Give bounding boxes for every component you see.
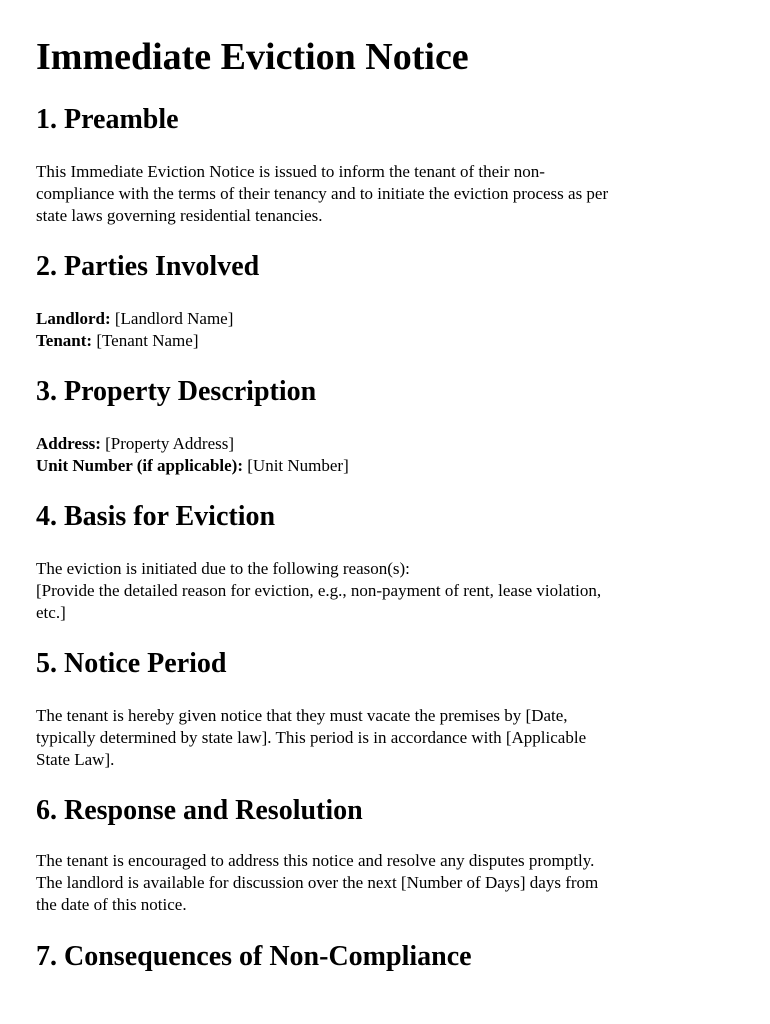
field-label: Landlord:	[36, 309, 111, 328]
response-paragraph	[36, 850, 741, 916]
field-label: Address:	[36, 434, 101, 453]
section-heading-basis: 4. Basis for Eviction	[36, 501, 276, 532]
section-heading-response: 6. Response and Resolution	[36, 795, 363, 826]
paragraph-line: The tenant is hereby given notice that they must vacate the premises by [Date,	[36, 706, 568, 725]
field-label: Unit Number (if applicable):	[36, 456, 243, 475]
document-title: Immediate Eviction Notice	[36, 36, 469, 78]
paragraph-line: This Immediate Eviction Notice is issued to inform the tenant of their non-	[36, 162, 545, 181]
paragraph-line: typically determined by state law]. This period is in accordance with [Applicable	[36, 728, 587, 747]
preamble-paragraph	[36, 161, 741, 227]
field-value: [Landlord Name]	[114, 309, 234, 328]
paragraph-line: the date of this notice.	[36, 895, 187, 914]
section-heading-consequences: 7. Consequences of Non-Compliance	[36, 941, 472, 972]
paragraph-line: The landlord is available for discussion over the next [Number of Days] days from	[36, 873, 599, 892]
section-heading-parties: 2. Parties Involved	[36, 251, 260, 282]
field-value: [Property Address]	[105, 434, 235, 453]
basis-paragraph	[36, 558, 741, 624]
field-value: [Unit Number]	[247, 456, 349, 475]
property-fields	[36, 433, 741, 477]
notice-period-paragraph	[36, 705, 741, 771]
section-heading-preamble: 1. Preamble	[36, 104, 179, 135]
paragraph-line: [Provide the detailed reason for eviction, e.g., non-payment of rent, lease violation,	[36, 581, 602, 600]
field-label: Tenant:	[36, 331, 93, 350]
paragraph-line: state laws governing residential tenancies.	[36, 206, 323, 225]
address-field	[36, 433, 741, 455]
paragraph-line: The tenant is encouraged to address this notice and resolve any disputes promptly.	[36, 851, 595, 870]
unit-number-field	[36, 455, 741, 477]
section-heading-property: 3. Property Description	[36, 376, 317, 407]
parties-fields	[36, 308, 741, 352]
paragraph-line: State Law].	[36, 750, 115, 769]
paragraph-line: The eviction is initiated due to the following reason(s):	[36, 559, 410, 578]
tenant-field	[36, 330, 741, 352]
landlord-field	[36, 308, 741, 330]
section-heading-notice-period: 5. Notice Period	[36, 648, 227, 679]
paragraph-line: etc.]	[36, 603, 66, 622]
paragraph-line: compliance with the terms of their tenancy and to initiate the eviction process as per	[36, 184, 609, 203]
field-value: [Tenant Name]	[96, 331, 199, 350]
